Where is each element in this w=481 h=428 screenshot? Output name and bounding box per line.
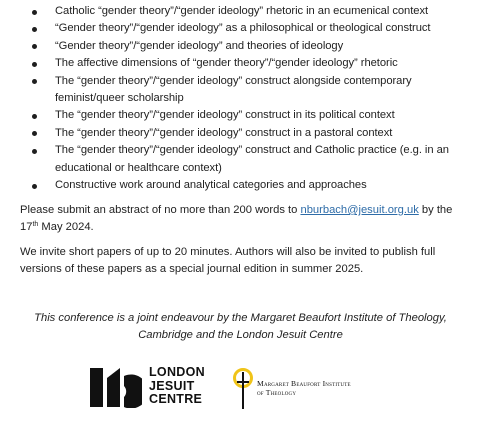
submission-paragraph [20, 202, 472, 237]
invitation-paragraph: We invite short papers of up to 20 minutes. Authors will also be invited to publish full versions of these papers as a special journal edition in summer 2025. [20, 246, 436, 276]
ljc-wordmark: LONDON JESUIT CENTRE [149, 365, 205, 406]
list-item: The “gender theory”/“gender ideology” construct in a pastoral context [32, 125, 472, 142]
topic-list [32, 3, 472, 194]
submission-text: Please submit an abstract of no more than 200 words to [20, 204, 301, 216]
mbit-wordmark: Margaret Beaufort Institute of Theology [257, 379, 351, 397]
bullet-icon [32, 184, 37, 189]
list-item: The “gender theory”/“gender ideology” construct and Catholic practice (e.g. in an educational or healthcare context) [32, 142, 472, 177]
list-item: The “gender theory”/“gender ideology” construct in its political context [32, 107, 472, 124]
ordinal-suffix: th [32, 221, 39, 229]
bullet-icon [32, 10, 37, 15]
deadline-text: by the 17 [20, 204, 453, 234]
deadline-month: May 2024. [38, 221, 94, 234]
bullet-icon [32, 62, 37, 67]
email-link[interactable]: nburbach@jesuit.org.uk [300, 204, 419, 216]
list-item: The affective dimensions of “gender theory”/“gender ideology” rhetoric [32, 55, 472, 72]
list-item: Catholic “gender theory”/“gender ideology” rhetoric in an ecumenical context [32, 3, 472, 20]
bullet-icon [32, 44, 37, 49]
list-item: “Gender theory”/“gender ideology” as a philosophical or theological construct [32, 20, 472, 37]
bullet-icon [32, 79, 37, 84]
list-item: “Gender theory”/“gender ideology” and theories of ideology [32, 38, 472, 55]
closing-statement: This conference is a joint endeavour by the Margaret Beaufort Institute of Theology, Cambridge and the London Jesuit Centre [34, 312, 447, 342]
margaret-beaufort-logo-icon [232, 367, 258, 411]
bullet-icon [32, 131, 37, 136]
bullet-icon [32, 114, 37, 119]
bullet-icon [32, 149, 37, 154]
london-jesuit-centre-logo-icon [90, 366, 142, 408]
list-item: The “gender theory”/“gender ideology” construct alongside contemporary feminist/queer scholarship [32, 73, 472, 108]
bullet-icon [32, 27, 37, 32]
list-item: Constructive work around analytical categories and approaches [32, 177, 472, 194]
